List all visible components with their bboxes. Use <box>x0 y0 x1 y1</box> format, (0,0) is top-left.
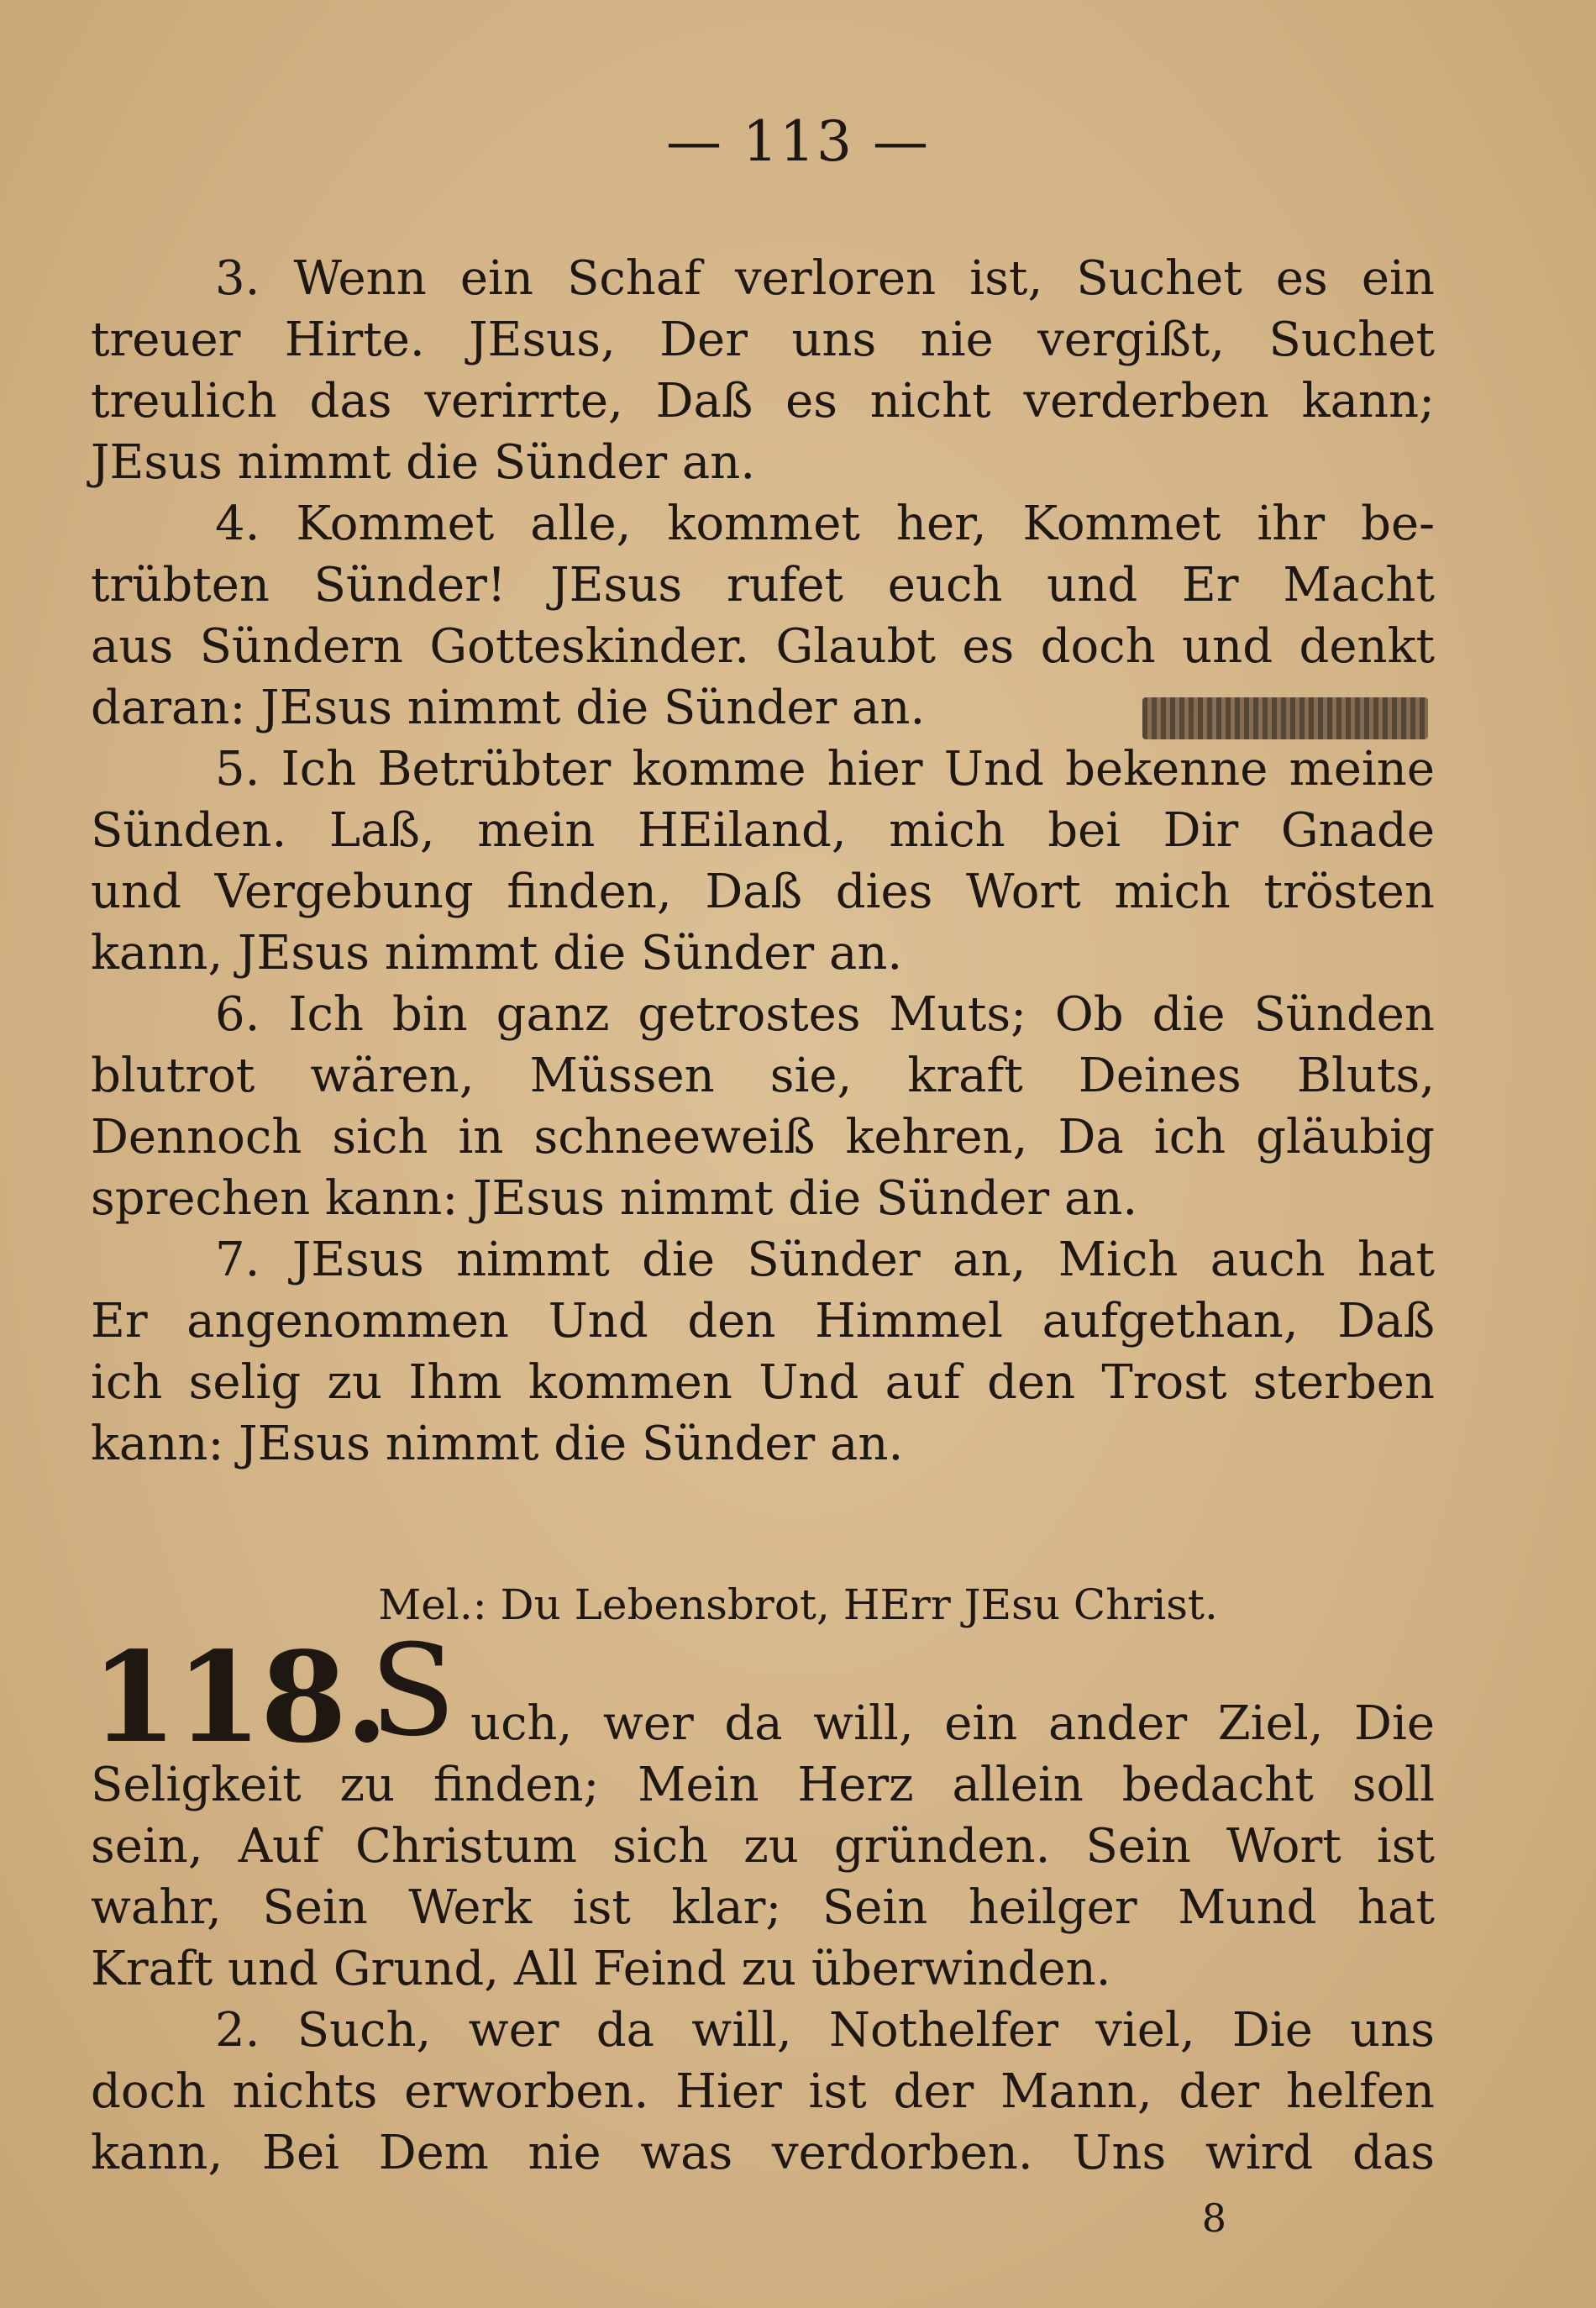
text-line: wahr, Sein Werk ist klar; Sein heilger Mund hat <box>91 1880 1435 1935</box>
melody-line: Mel.: Du Lebensbrot, HErr JEsu Christ. <box>378 1580 1218 1629</box>
text-line: sprechen kann: JEsus nimmt die Sünder an. <box>91 1171 1138 1226</box>
text-line: daran: JEsus nimmt die Sünder an. <box>91 681 926 735</box>
text-line: 2. Such, wer da will, Nothelfer viel, Die uns <box>215 2003 1435 2058</box>
text-line: ich selig zu Ihm kommen Und auf den Trost sterben <box>91 1355 1435 1410</box>
text-line: Seligkeit zu finden; Mein Herz allein bedacht soll <box>91 1758 1435 1812</box>
text-line: Sünden. Laß, mein HEiland, mich bei Dir Gnade <box>91 803 1435 858</box>
text-line: und Vergebung finden, Daß dies Wort mich trösten <box>91 865 1435 919</box>
text-line: Er angenommen Und den Himmel aufgethan, Daß <box>91 1294 1435 1349</box>
page-number: — 113 — <box>666 109 930 174</box>
hymn-verses <box>91 1754 1435 2184</box>
previous-hymn-verses <box>91 248 1435 1475</box>
text-line: 4. Kommet alle, kommet her, Kommet ihr be- <box>215 497 1435 551</box>
text-line: Dennoch sich in schneeweiß kehren, Da ich gläubig <box>91 1110 1435 1165</box>
text-line: kann, JEsus nimmt die Sünder an. <box>91 926 903 981</box>
text-line: 5. Ich Betrübter komme hier Und bekenne meine <box>215 742 1435 796</box>
text-line: kann, Bei Dem nie was verdorben. Uns wird das <box>91 2126 1435 2180</box>
signature-mark: 8 <box>1201 2195 1226 2241</box>
text-line: aus Sündern Gotteskinder. Glaubt es doch und denkt <box>91 619 1435 674</box>
ink-smudge <box>1142 697 1428 739</box>
text-line: doch nichts erworben. Hier ist der Mann, der helfen <box>91 2064 1435 2119</box>
text-line: trübten Sünder! JEsus rufet euch und Er Macht <box>91 558 1435 612</box>
text-line: 7. JEsus nimmt die Sünder an, Mich auch hat <box>215 1233 1435 1287</box>
drop-cap: S <box>370 1618 456 1764</box>
text-line: treulich das verirrte, Daß es nicht verderben kann; <box>91 374 1435 428</box>
text-line: 3. Wenn ein Schaf verloren ist, Suchet es ein <box>215 251 1435 306</box>
hymn-first-line <box>470 1693 1435 1754</box>
text-line: treuer Hirte. JEsus, Der uns nie vergißt, Suchet <box>91 313 1435 367</box>
text-line: blutrot wären, Müssen sie, kraft Deines Bluts, <box>91 1049 1435 1103</box>
text-line: kann: JEsus nimmt die Sünder an. <box>91 1417 904 1471</box>
text-line: Kraft und Grund, All Feind zu überwinden. <box>91 1942 1111 1996</box>
text-line: uch, wer da will, ein ander Ziel, Die <box>470 1696 1435 1751</box>
text-line: JEsus nimmt die Sünder an. <box>91 435 756 490</box>
hymn-number: 118. <box>91 1624 387 1770</box>
text-line: 6. Ich bin ganz getrostes Muts; Ob die Sünden <box>215 987 1435 1042</box>
text-line: sein, Auf Christum sich zu gründen. Sein Wort ist <box>91 1819 1435 1874</box>
